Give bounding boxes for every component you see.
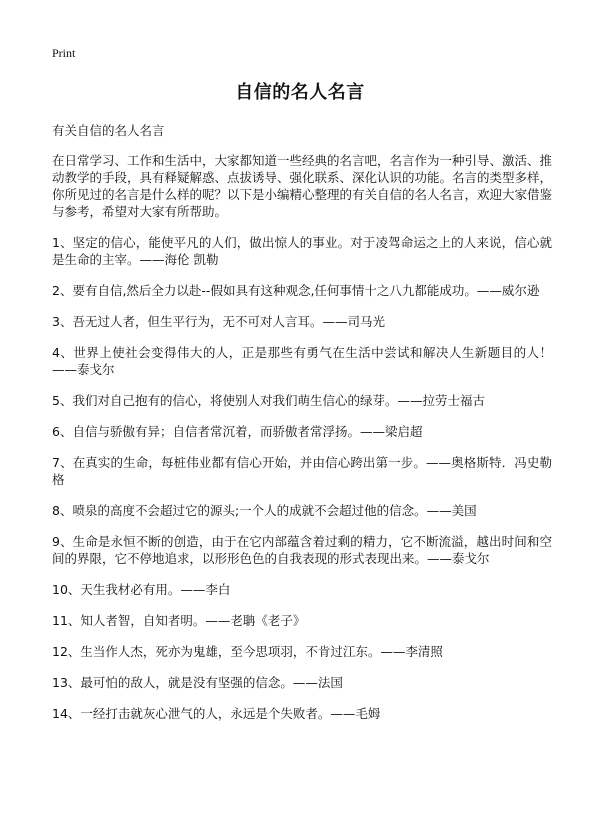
quote-item: 10、天生我材必有用。——李白 <box>52 582 231 597</box>
quote-list <box>52 234 552 736</box>
quote-item: 6、自信与骄傲有异；自信者常沉着，而骄傲者常浮扬。——梁启超 <box>52 424 423 439</box>
quote-item: 12、生当作人杰，死亦为鬼雄，至今思项羽，不肯过江东。——李清照 <box>52 644 443 659</box>
quote-item: 11、知人者智，自知者明。——老聃《老子》 <box>52 613 306 628</box>
article-subtitle: 有关自信的名人名言 <box>52 123 165 138</box>
quote-item: 5、我们对自己抱有的信心，将使别人对我们萌生信心的绿芽。——拉劳士福古 <box>52 393 485 408</box>
quote-item: 13、最可怕的敌人，就是没有坚强的信念。——法国 <box>52 675 343 690</box>
quote-item: 8、喷泉的高度不会超过它的源头;一个人的成就不会超过他的信念。——美国 <box>52 503 477 518</box>
quote-item: 3、吾无过人者，但生平行为，无不可对人言耳。——司马光 <box>52 314 385 329</box>
quote-item: 1、坚定的信心，能使平凡的人们，做出惊人的事业。对于凌驾命运之上的人来说，信心就是生命的主宰。——海伦 凯勒 <box>52 235 552 267</box>
intro-paragraph: 在日常学习、工作和生活中，大家都知道一些经典的名言吧，名言作为一种引导、激活、推动教学的手段，具有释疑解惑、点拔诱导、强化联系、深化认识的功能。名言的类型多样，你所见过的名言是什么样的呢？以下是小编精心整理的有关自信的名人名言，欢迎大家借鉴与参考，希望对大家有所帮助。 <box>52 153 553 219</box>
quote-item: 4、世界上使社会变得伟大的人，正是那些有勇气在生活中尝试和解决人生新题目的人！——泰戈尔 <box>52 345 552 377</box>
page-title: 自信的名人名言 <box>235 82 365 103</box>
quote-item: 7、在真实的生命，每桩伟业都有信心开始，并由信心跨出第一步。——奥格斯特．冯史勒格 <box>52 455 552 487</box>
print-link[interactable]: Print <box>52 46 76 60</box>
quote-item: 9、生命是永恒不断的创造，由于在它内部蕴含着过剩的精力，它不断流溢，越出时间和空间的界限，它不停地追求，以形形色色的自我表现的形式表现出来。——泰戈尔 <box>52 534 552 566</box>
quote-item: 14、一经打击就灰心泄气的人，永远是个失败者。——毛姆 <box>52 706 381 721</box>
quote-item: 2、要有自信,然后全力以赴--假如具有这种观念,任何事情十之八九都能成功。——威尔逊 <box>52 283 540 298</box>
